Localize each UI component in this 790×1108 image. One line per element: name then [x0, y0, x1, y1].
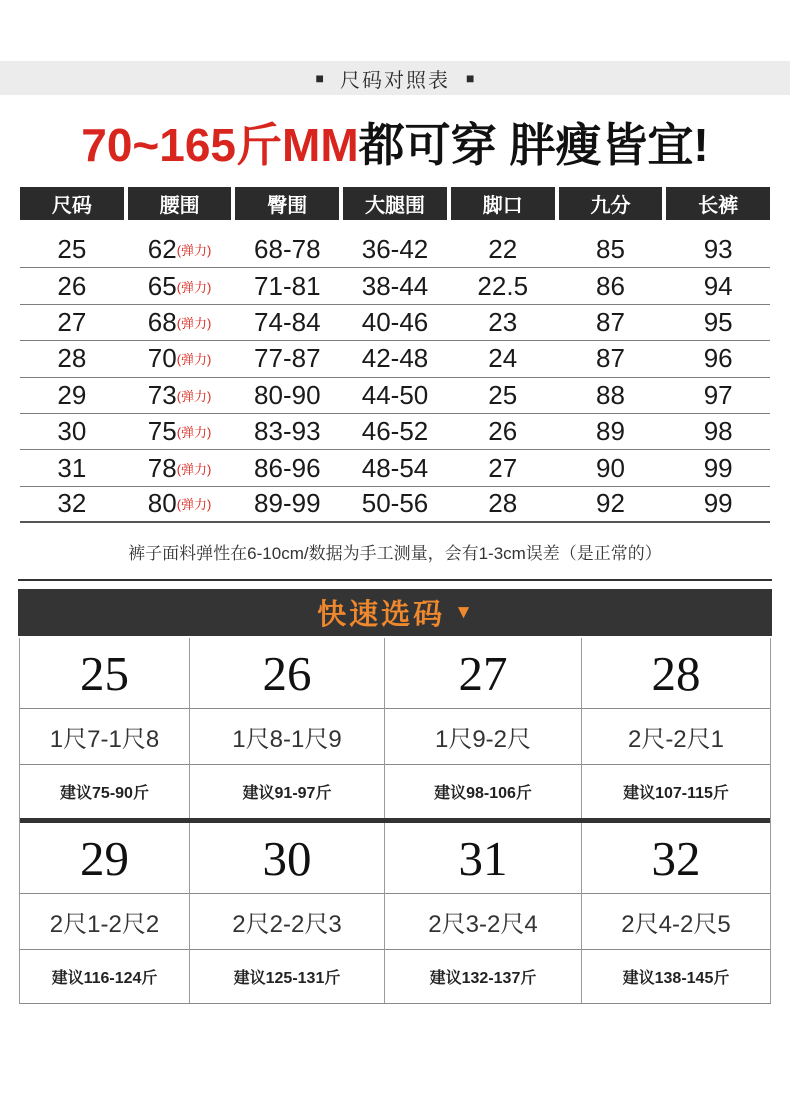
cell-hip: 68-78 [254, 234, 321, 265]
cell-size: 31 [57, 452, 87, 483]
card-weight-suggestion: 建议75-90斤 [60, 785, 149, 803]
card-weight-suggestion: 建议98-106斤 [434, 785, 532, 803]
cell-thigh: 48-54 [361, 452, 429, 483]
cell-thigh: 50-56 [361, 488, 429, 519]
cell-nine_point: 89 [595, 416, 625, 447]
cell-size: 28 [57, 343, 87, 374]
card-cn-size: 1尺8-1尺9 [190, 709, 384, 765]
size-table-body [20, 220, 770, 523]
elastic-tag: (弹力) [176, 497, 212, 513]
column-header-3: 大腿围 [343, 187, 447, 220]
column-header-0: 尺码 [20, 187, 124, 220]
cell-leg_opening: 22.5 [477, 270, 529, 301]
cell-nine_point: 86 [595, 270, 625, 301]
card-row [20, 823, 770, 1003]
elastic-tag: (弹力) [176, 461, 212, 477]
card-cn-size: 1尺9-2尺 [385, 709, 581, 765]
cell-long_pants: 97 [703, 379, 733, 410]
card-weight-suggestion: 建议125-131斤 [233, 970, 341, 988]
waist-value: 70 [147, 343, 177, 374]
page-title [0, 112, 790, 178]
cell-leg_opening: 25 [488, 379, 518, 410]
cell-waist [128, 380, 232, 411]
card-weight-suggestion: 建议91-97斤 [242, 785, 332, 803]
card-cn-size: 2尺3-2尺4 [385, 894, 581, 950]
size-table [20, 187, 770, 523]
column-header-6: 长裤 [666, 187, 770, 220]
cell-long_pants: 99 [703, 488, 733, 519]
card-size-number: 26 [190, 638, 384, 709]
cell-thigh: 36-42 [361, 234, 429, 265]
size-card [384, 638, 581, 818]
cell-long_pants: 95 [703, 306, 733, 337]
cell-waist [128, 488, 232, 519]
cell-nine_point: 87 [595, 343, 625, 374]
table-row [20, 232, 770, 268]
elastic-tag: (弹力) [176, 352, 212, 368]
waist-value: 80 [147, 488, 177, 519]
cell-long_pants: 96 [703, 343, 733, 374]
elastic-tag: (弹力) [176, 279, 212, 295]
cell-long_pants: 94 [703, 270, 733, 301]
size-card [189, 823, 384, 1003]
card-cn-size: 2尺1-2尺2 [20, 894, 189, 950]
cell-waist [128, 271, 232, 302]
card-size-number: 29 [20, 823, 189, 894]
card-size-number: 31 [385, 823, 581, 894]
cell-size: 25 [57, 234, 87, 265]
cell-size: 32 [57, 488, 87, 519]
size-card [581, 823, 770, 1003]
waist-value: 73 [147, 379, 177, 410]
cell-hip: 71-81 [254, 270, 321, 301]
waist-value: 75 [147, 416, 177, 447]
cell-thigh: 46-52 [361, 416, 429, 447]
cell-hip: 77-87 [254, 343, 321, 374]
cell-nine_point: 87 [595, 306, 625, 337]
quick-select-label: 快速选码 [317, 599, 446, 632]
elastic-tag: (弹力) [176, 388, 212, 404]
title-rest: 都可穿 胖瘦皆宜! [358, 119, 709, 171]
card-cn-size: 2尺-2尺1 [582, 709, 770, 765]
elastic-tag: (弹力) [176, 425, 212, 441]
table-row [20, 305, 770, 341]
cell-size: 29 [57, 379, 87, 410]
cell-nine_point: 88 [595, 379, 625, 410]
measurement-note: 裤子面料弹性在6-10cm/数据为手工测量，会有1-3cm误差（是正常的） [128, 544, 662, 564]
square-bullet-icon: ■ [315, 70, 324, 86]
size-table-header [20, 187, 770, 220]
cell-leg_opening: 22 [488, 234, 518, 265]
table-row [20, 450, 770, 486]
card-weight-suggestion: 建议107-115斤 [623, 785, 729, 803]
quick-select-banner [18, 589, 772, 636]
cell-leg_opening: 26 [488, 416, 518, 447]
cell-waist [128, 307, 232, 338]
cell-waist [128, 416, 232, 447]
table-row [20, 341, 770, 377]
size-card [581, 638, 770, 818]
cell-hip: 74-84 [254, 306, 321, 337]
cell-size: 26 [57, 270, 87, 301]
size-card [20, 823, 189, 1003]
cell-waist [128, 343, 232, 374]
cell-waist [128, 234, 232, 265]
cell-leg_opening: 24 [488, 343, 518, 374]
quick-select-grid [19, 638, 771, 1004]
section-title: 尺码对照表 [340, 69, 450, 92]
title-highlight: 70~165斤MM [81, 119, 359, 171]
column-header-2: 臀围 [235, 187, 339, 220]
cell-size: 30 [57, 416, 87, 447]
elastic-tag: (弹力) [176, 243, 212, 259]
cell-thigh: 44-50 [361, 379, 429, 410]
size-card [384, 823, 581, 1003]
waist-value: 65 [147, 270, 177, 301]
square-bullet-icon: ■ [466, 70, 475, 86]
card-cn-size: 2尺2-2尺3 [190, 894, 384, 950]
cell-long_pants: 99 [703, 452, 733, 483]
cell-leg_opening: 28 [488, 488, 518, 519]
cell-long_pants: 93 [703, 234, 733, 265]
elastic-tag: (弹力) [176, 315, 212, 331]
cell-nine_point: 92 [595, 488, 625, 519]
cell-leg_opening: 27 [488, 452, 518, 483]
chevron-down-icon: ▼ [454, 601, 473, 623]
column-header-4: 脚口 [451, 187, 555, 220]
card-weight-suggestion: 建议116-124斤 [51, 970, 158, 988]
cell-waist [128, 453, 232, 484]
waist-value: 68 [147, 306, 177, 337]
card-weight-suggestion: 建议132-137斤 [429, 970, 537, 988]
table-row [20, 268, 770, 304]
card-size-number: 32 [582, 823, 770, 894]
card-cn-size: 2尺4-2尺5 [582, 894, 770, 950]
size-chart-page [0, 61, 790, 1004]
card-cn-size: 1尺7-1尺8 [20, 709, 189, 765]
card-size-number: 28 [582, 638, 770, 709]
cell-hip: 86-96 [254, 452, 321, 483]
card-size-number: 25 [20, 638, 189, 709]
waist-value: 62 [147, 234, 177, 265]
size-card [20, 638, 189, 818]
cell-leg_opening: 23 [488, 306, 518, 337]
card-size-number: 30 [190, 823, 384, 894]
card-weight-suggestion: 建议138-145斤 [622, 970, 730, 988]
size-card [189, 638, 384, 818]
table-row [20, 414, 770, 450]
cell-hip: 80-90 [254, 379, 321, 410]
cell-hip: 83-93 [254, 416, 321, 447]
card-size-number: 27 [385, 638, 581, 709]
cell-thigh: 38-44 [361, 270, 429, 301]
column-header-5: 九分 [559, 187, 663, 220]
cell-thigh: 42-48 [361, 343, 429, 374]
cell-long_pants: 98 [703, 416, 733, 447]
table-row [20, 487, 770, 523]
cell-nine_point: 90 [595, 452, 625, 483]
section-header-band [0, 61, 790, 95]
column-header-1: 腰围 [128, 187, 232, 220]
cell-thigh: 40-46 [361, 306, 429, 337]
cell-hip: 89-99 [254, 488, 321, 519]
card-row [20, 638, 770, 818]
divider-line [18, 579, 772, 581]
cell-nine_point: 85 [595, 234, 625, 265]
table-row [20, 378, 770, 414]
cell-size: 27 [57, 306, 87, 337]
waist-value: 78 [147, 452, 177, 483]
